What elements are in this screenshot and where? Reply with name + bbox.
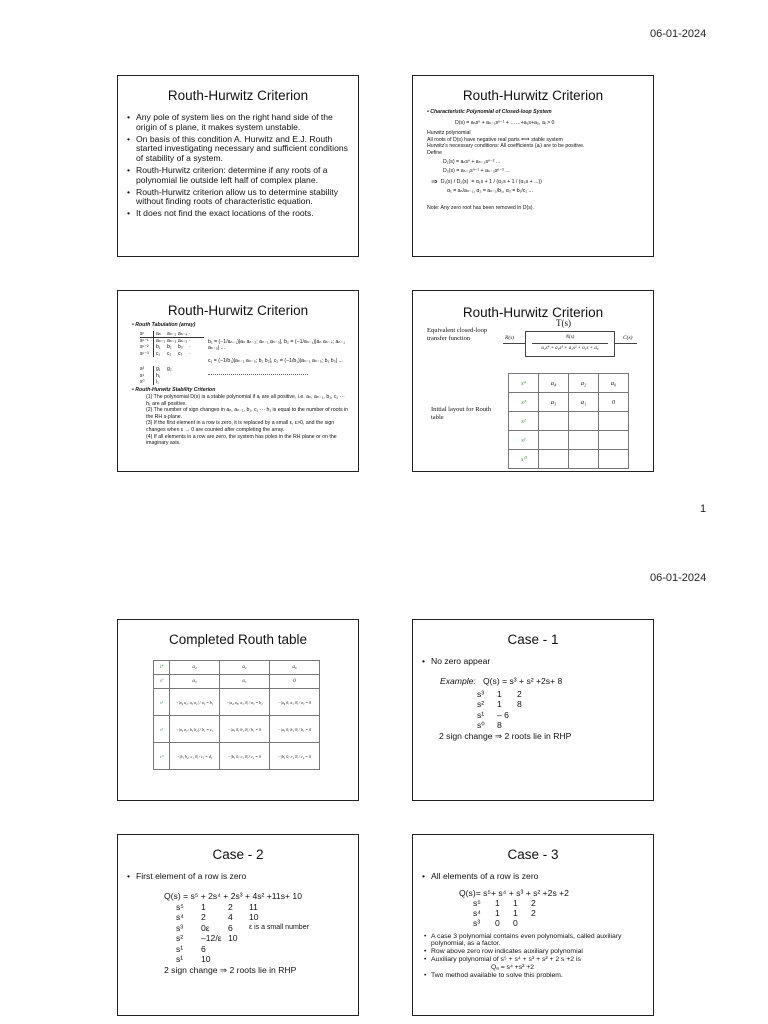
table-cell: −|a₃ 0; b₁ 0| / b₁ = 0 (270, 716, 320, 743)
slide-4 (412, 290, 654, 472)
slide-2 (412, 75, 654, 257)
note-item: • Row above zero row indicates auxiliary polynomial (424, 948, 583, 956)
table-cell: −|a₃ 0; b₁ 0| / b₁ = 0 (220, 716, 270, 743)
array-cell: b₃ (178, 344, 183, 351)
table-cell: a₃ (539, 393, 569, 412)
array-cell: aₙ₋₂ (167, 330, 177, 337)
output-arrow (615, 343, 637, 344)
bullet: • Any pole of system lies on the right hand side of the origin of s plane, it makes system unstable. (136, 113, 350, 132)
array-cell: c₃ (178, 350, 183, 357)
table-cell (599, 431, 629, 450)
table-cell (569, 431, 599, 450)
array-cell: sⁿ⁻³ (140, 351, 154, 357)
routh-row (176, 933, 358, 944)
row-label: s⁰ (509, 450, 539, 469)
array-cell: s⁰ (140, 379, 154, 385)
page-number: 1 (700, 503, 707, 515)
table-cell: a₁ (569, 393, 599, 412)
routh-cell: s¹ (176, 943, 184, 954)
routh-cell: 10 (249, 912, 259, 923)
routh-cell: 4 (228, 912, 233, 923)
array-cell (167, 379, 178, 385)
routh-cell: 11 (249, 901, 258, 912)
table-cell: 0 (599, 393, 629, 412)
slide-title: Routh-Hurwitz Criterion (167, 303, 309, 318)
table-row (154, 675, 320, 689)
all-roots-line: All roots of D(s) have negative real parts ⟺ stable system (427, 136, 563, 143)
routh-cell: 0ε (201, 922, 210, 933)
routh-row (477, 710, 653, 721)
table-cell (539, 450, 569, 469)
polynomial: Q(s) = s⁵ + 2s⁴ + 2s³ + 4s² +11s+ 10 (164, 890, 302, 901)
page-date: 06-01-2024 (650, 28, 707, 40)
table-row (509, 450, 629, 469)
criterion: (2) The number of sign changes in aₙ, aₙ₋₁, b₁, c₁ ··· h₁ is equal to the number of roots in the RH s-plane. (146, 407, 349, 420)
array-cell: s² (140, 366, 154, 372)
table-cell: a₂ (569, 374, 599, 393)
routh-array (140, 331, 204, 386)
slide-title: Routh-Hurwitz Criterion (462, 88, 604, 103)
routh-cell: s³ (477, 688, 485, 699)
array-cell: · (189, 344, 191, 351)
routh-cell: 1 (513, 897, 518, 908)
note: Note: Any zero root has been removed in D(s). (427, 204, 534, 211)
array-cell: sⁿ⁻¹ (140, 338, 154, 344)
routh-row (473, 918, 653, 928)
array-cell: s¹ (140, 373, 154, 379)
table-cell: a₀ (599, 374, 629, 393)
table-cell: a₂ (220, 661, 270, 675)
b-formulas: b₁ = (−1/aₙ₋₁)|aₙ aₙ₋₂; aₙ₋₁ aₙ₋₃|, b₂ = (−1/aₙ₋₁)|aₙ aₙ₋₄; aₙ₋₁ aₙ₋₅| ... (208, 338, 345, 352)
continued-fraction: ⇒ D₁(s) / D₂(s) = α₁s + 1 / (α₂s + 1 / (α₃s + ...)) (431, 176, 542, 186)
array-cell: b₂ (167, 344, 172, 351)
array-row (140, 379, 204, 385)
routh-cell: 10 (228, 933, 238, 944)
array-cell: aₙ₋₄ (178, 330, 188, 337)
routh-rows (477, 689, 653, 731)
define-label: Define (427, 149, 442, 156)
row-label: s⁴ (154, 661, 170, 675)
routh-cell: 1 (201, 901, 206, 912)
routh-cell: 1 (497, 699, 502, 710)
criterion: (4) If all elements in a row are zero, the system has poles in the RH plane or on the imaginary axis. (146, 433, 337, 447)
routh-cell: 1 (495, 897, 500, 908)
table-cell (539, 431, 569, 450)
routh-cell: s¹ (477, 709, 485, 720)
routh-cell: s⁵ (176, 901, 184, 912)
routh-row (477, 689, 653, 700)
table-cell: a₀ (270, 661, 320, 675)
array-cell: b₁ (156, 344, 161, 351)
table-cell: −|a₃ a₁; b₁ b₂| / b₁ = c₁ (170, 716, 220, 743)
routh-cell: s³ (473, 917, 481, 928)
array-cell: sⁿ⁻² (140, 344, 154, 350)
bullet: • First element of a row is zero (136, 872, 350, 882)
row-label: s⁴ (509, 374, 539, 393)
row-label: s⁰ (154, 743, 170, 770)
routh-row (176, 912, 358, 923)
row-label: s² (509, 412, 539, 431)
array-row (140, 337, 204, 344)
array-cell: c₂ (167, 350, 172, 357)
routh-cell: 1 (513, 907, 518, 918)
side-label-2: Initial layout for Routh table (431, 406, 492, 421)
routh-cell (517, 710, 537, 721)
slide-title: Case - 3 (507, 847, 559, 862)
routh-cell: s⁴ (473, 907, 481, 918)
slide-title: Case - 2 (212, 847, 264, 862)
routh-cell: s⁰ (477, 720, 485, 731)
array-cell: c₁ (156, 350, 161, 357)
row-label: s¹ (154, 716, 170, 743)
output-label: C(s) (623, 335, 633, 341)
table-cell: 0 (270, 675, 320, 689)
row-label: s² (154, 689, 170, 716)
routh-cell (228, 944, 249, 955)
bullet: • It does not find the exact locations of the roots. (136, 209, 350, 219)
array-row (140, 351, 204, 357)
criterion: (3) If the first element in a row is zero, it is replaced by a small ε, ε>0, and the sign changes when ε → 0 are counted after completing the array. (146, 420, 335, 433)
routh-cell: 8 (517, 699, 522, 710)
array-cell: h₁ (156, 372, 161, 379)
routh-row (477, 699, 653, 710)
table-row (154, 661, 320, 675)
d1-def: D₁(s) = aₙsⁿ + aₙ₋₂sⁿ⁻² ... (443, 158, 501, 165)
conclusion: 2 sign change ⇒ 2 roots lie in RHP (164, 964, 297, 975)
note-item: • Auxiliary polynomial of s⁵ + s⁴ + s³ + s² + 2 s +2 is Qₐ = s⁴ +s² +2 (431, 956, 647, 972)
routh-cell: 2 (517, 688, 522, 699)
array-cell: · (189, 338, 191, 344)
bullet: • No zero appear (431, 657, 645, 667)
routh-row (176, 954, 358, 965)
conclusion: 2 sign change ⇒ 2 roots lie in RHP (439, 730, 572, 741)
routh-cell: 8 (497, 720, 502, 731)
routh-cell: 10 (201, 954, 211, 965)
routh-row (176, 923, 358, 934)
table-cell: a₁ (220, 675, 270, 689)
table-cell (599, 412, 629, 431)
row-label: s¹ (509, 431, 539, 450)
routh-cell: s² (477, 699, 485, 710)
tab-heading: • Routh Tabulation (array) (132, 322, 196, 328)
bullet: • Routh-Hurwitz criterion: determine if any roots of a polynomial lie outside left half of complex plane. (136, 166, 350, 185)
array-cell (189, 379, 200, 385)
block-diagram (503, 331, 648, 361)
routh-row (477, 720, 653, 731)
stab-heading: • Routh-Hurwitz Stability Criterion (132, 387, 216, 394)
slide-title: Case - 1 (507, 632, 559, 647)
table-cell: −|a₄ a₀; a₃ 0| / a₃ = b₂ (220, 689, 270, 716)
routh-rows (176, 902, 358, 965)
routh-row (473, 908, 653, 918)
note-item: • Two method available to solve this problem. (424, 971, 563, 979)
array-cell (178, 379, 189, 385)
slide-7 (117, 834, 359, 1016)
slide-3 (117, 290, 359, 472)
array-cell: g₁ (156, 366, 161, 373)
array-cell: g₂ (167, 366, 172, 373)
routh-cell (228, 954, 249, 965)
table-cell: −|b₁ 0; c₁ 0| / c₁ = 0 (270, 743, 320, 770)
table-row (509, 412, 629, 431)
section-heading: • Characteristic Polynomial of Closed-loop System (427, 109, 552, 115)
hurwitz-label: Hurwitz polynomial (427, 130, 471, 137)
table-cell: −|b₁ b₂; c₁ 0| / c₁ = d₁ (170, 743, 220, 770)
row-label: s³ (154, 675, 170, 689)
routh-cell: s⁵ (473, 897, 481, 908)
bullet: • All elements of a row is zero (431, 872, 645, 882)
slide-title: Routh-Hurwitz Criterion (167, 88, 309, 103)
bullet: • On basis of this condition A. Hurwitz and E.J. Routh started investigating necessary and sufficient conditions of stability of a system. (136, 135, 350, 164)
routh-cell (249, 954, 329, 965)
table-row (154, 716, 320, 743)
routh-cell: 6 (201, 943, 206, 954)
slide-1 (117, 75, 359, 257)
routh-cell: s⁴ (176, 912, 184, 923)
char-poly: D(s) = aₙsⁿ + aₙ₋₁sⁿ⁻¹ + ……+a₁s+a₀, aᵢ > 0 (455, 119, 555, 126)
routh-cell: 1 (497, 688, 502, 699)
table-cell (599, 450, 629, 469)
table-row (509, 393, 629, 412)
page-date: 06-01-2024 (650, 572, 707, 584)
routh-cell (517, 720, 537, 731)
routh-cell: 2 (531, 897, 536, 908)
input-arrow (503, 343, 525, 344)
routh-cell: ε is a small number (249, 923, 309, 931)
table-cell (569, 450, 599, 469)
routh-cell: 2 (531, 907, 536, 918)
routh-cell: 2 (228, 901, 233, 912)
array-cell: aₙ (156, 330, 161, 337)
table-row (509, 431, 629, 450)
routh-cell: s² (176, 933, 184, 944)
routh-cell: 1 (495, 907, 500, 918)
slide-6 (412, 619, 654, 801)
array-cell: i₁ (156, 379, 159, 386)
table-cell: a₃ (170, 675, 220, 689)
routh-row (473, 898, 653, 908)
transfer-block: N(s) a₄s⁴ + a₃s³ + a₂s² + a₁s + a₀ (525, 331, 615, 357)
array-cell: aₙ₋₃ (167, 338, 177, 344)
routh-cell: 2 (201, 912, 206, 923)
routh-cell: – 6 (497, 709, 509, 720)
c-formulas: c₁ = (−1/b₁)|aₙ₋₁ aₙ₋₃; b₁ b₂|, c₂ = (−1/b₁)|aₙ₋₁ aₙ₋₅; b₁ b₃| ... (208, 357, 343, 364)
routh-rows (473, 898, 653, 928)
polynomial: Q(s)= s⁵+ s⁴ + s³ + s² +2s +2 (459, 887, 569, 898)
array-row (140, 331, 204, 337)
routh-cell: s³ (176, 922, 184, 933)
table-cell: −|a₄ a₂; a₃ a₁| / a₃ = b₁ (170, 689, 220, 716)
alpha-defs: α₁ = aₙ/aₙ₋₁, α₂ = aₙ₋₁/b₁, α₃ = b₁/c₁ ... (447, 188, 533, 195)
necessary-cond: Hurwitz's necessary conditions: All coefficients (aᵢ) are to be positive. (427, 143, 585, 150)
ts-label: T(s) (556, 318, 571, 328)
table-cell: a₄ (539, 374, 569, 393)
table-cell (569, 412, 599, 431)
routh-cell (531, 918, 549, 928)
example: Example: Q(s) = s³ + s² +2s+ 8 (440, 675, 563, 686)
array-cell: sⁿ (140, 331, 154, 337)
table-row (154, 689, 320, 716)
table-cell: −|b₁ 0; c₁ 0| / c₁ = 0 (220, 743, 270, 770)
routh-cell: –12/ε (201, 933, 222, 944)
completed-routh-table (153, 660, 320, 770)
row-label: s³ (509, 393, 539, 412)
routh-cell: s¹ (176, 954, 184, 965)
routh-cell: 6 (228, 922, 233, 933)
array-cell: · (189, 350, 191, 357)
table-cell: −|a₄ 0; a₃ 0| / a₃ = 0 (270, 689, 320, 716)
routh-cell: 0 (495, 917, 500, 928)
routh-cell (249, 944, 329, 955)
bullet: • Routh-Hurwitz criterion allow us to determine stability without finding roots of characteristic equation. (136, 188, 350, 207)
routh-cell (249, 933, 329, 944)
array-cell: aₙ₋₅ (178, 338, 188, 344)
array-cell: · (189, 330, 191, 337)
routh-row (176, 944, 358, 955)
table-row (154, 743, 320, 770)
routh-row (176, 902, 358, 913)
table-row (509, 374, 629, 393)
d2-def: D₂(s) = aₙ₋₁sⁿ⁻¹ + aₙ₋₃sⁿ⁻³ ... (443, 168, 510, 175)
table-cell: a₄ (170, 661, 220, 675)
slide-title: Routh-Hurwitz Criterion (462, 305, 604, 320)
slide-title: Completed Routh table (168, 632, 308, 647)
input-label: R(s) (505, 335, 515, 341)
slide-8 (412, 834, 654, 1016)
initial-routh-table (508, 373, 629, 469)
note-item: • A case 3 polynomial contains even polynomials, called auxiliary polynomial, as a factor. (424, 932, 622, 948)
table-cell (539, 412, 569, 431)
slide-5 (117, 619, 359, 801)
array-cell: aₙ₋₁ (156, 338, 166, 344)
divider (208, 374, 308, 375)
routh-cell: 0 (513, 917, 518, 928)
criterion: (1) The polynomial D(s) is a stable polynomial if aᵢ are all positive, i.e. aₙ, aₙ₋₁, b₁, c₁ ··· h₁ are all positive. (146, 394, 345, 407)
side-label-1: Equivalent closed-loop transfer function (427, 327, 488, 342)
aux-polynomial: Qₐ = s⁴ +s² +2 (491, 963, 535, 971)
